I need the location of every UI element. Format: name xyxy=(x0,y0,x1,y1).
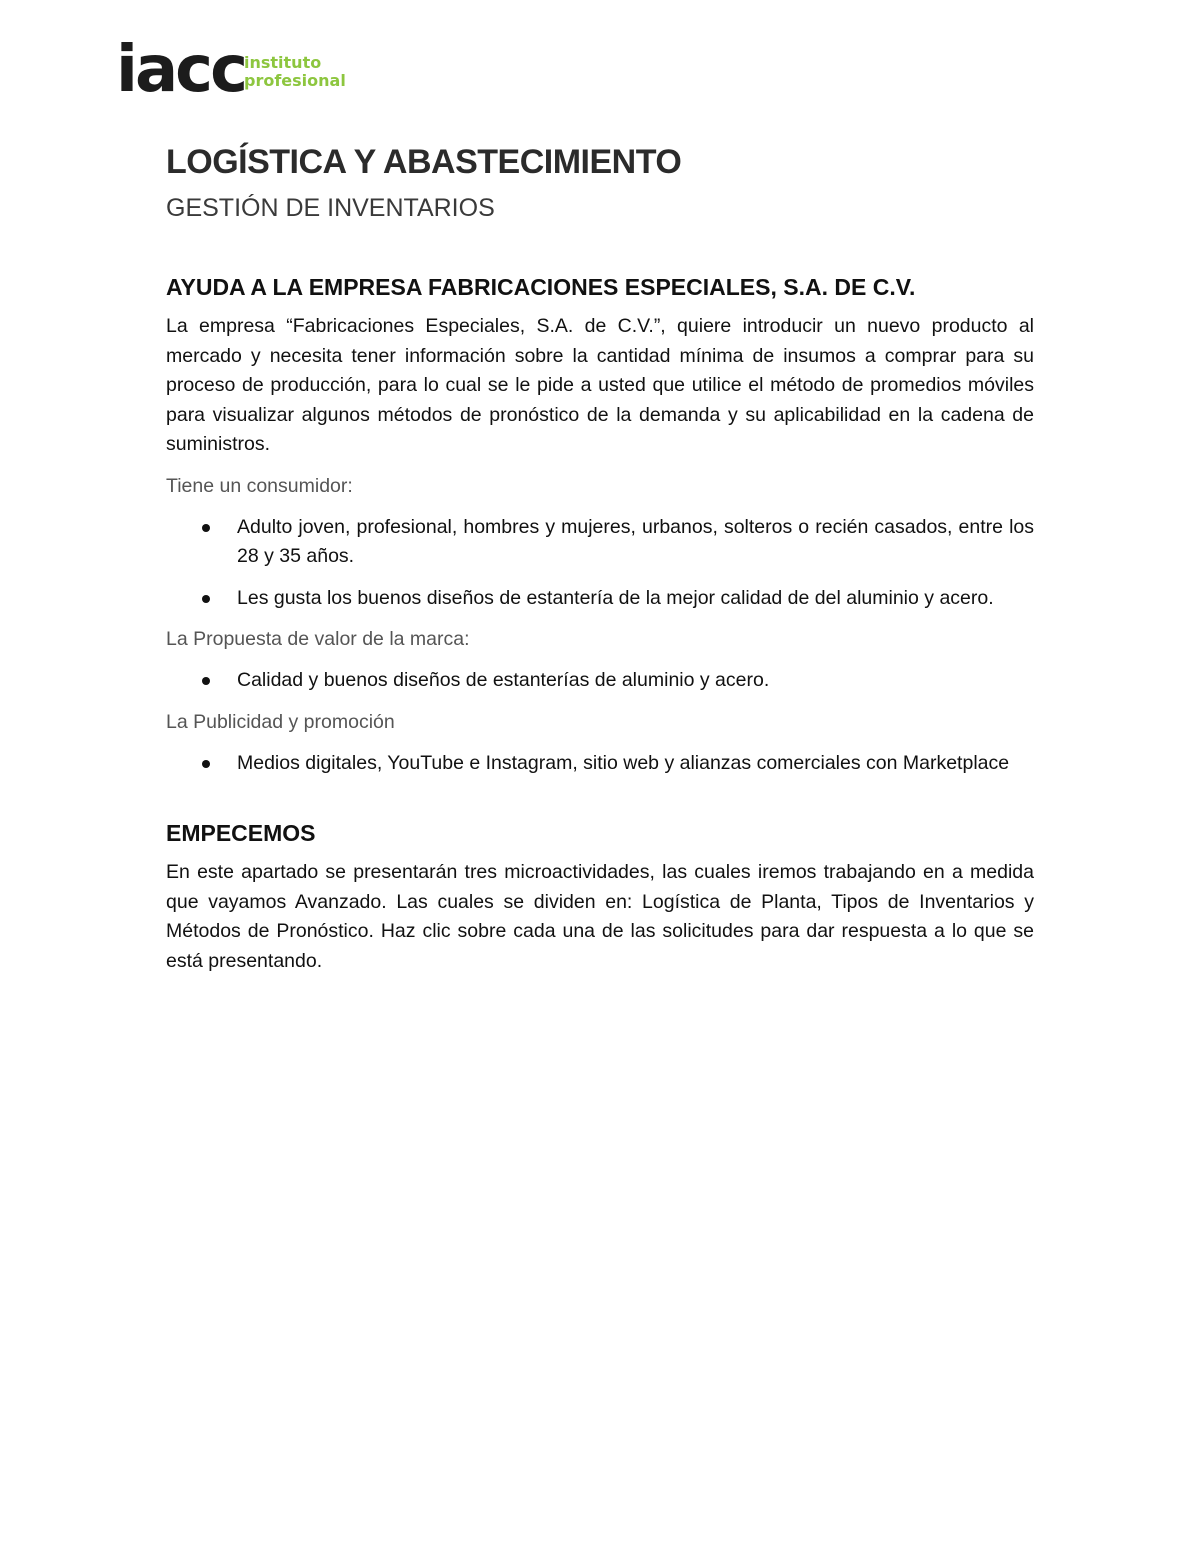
list-item xyxy=(166,584,1034,614)
section-heading-ayuda: AYUDA A LA EMPRESA FABRICACIONES ESPECIALES, S.A. DE C.V. xyxy=(166,274,916,300)
bullet-icon xyxy=(202,524,210,532)
bullet-icon xyxy=(202,595,210,603)
list-item xyxy=(166,666,1034,696)
list-item-text: Les gusta los buenos diseños de estantería de la mejor calidad de del aluminio y acero. xyxy=(237,586,994,609)
value-proposition-list xyxy=(166,666,1034,696)
logo-tagline-line2: profesional xyxy=(244,71,346,90)
bullet-icon xyxy=(202,760,210,768)
intro-paragraph: La empresa “Fabricaciones Especiales, S.A. de C.V.”, quiere introducir un nuevo producto al mercado y necesita tener información sobre la cantidad mínima de insumos a comprar para su proceso de producción, para lo cual se le pide a usted que utilice el método de promedios móviles para visualizar algunos métodos de pronóstico de la demanda y su aplicabilidad en la cadena de suministros. xyxy=(166,315,1034,455)
document-subtitle: GESTIÓN DE INVENTARIOS xyxy=(166,194,495,222)
logo-wordmark: iacc xyxy=(116,33,245,107)
advertising-list xyxy=(166,749,1034,779)
logo-tagline xyxy=(244,54,346,90)
consumer-label: Tiene un consumidor: xyxy=(166,474,353,497)
list-item-text: Calidad y buenos diseños de estanterías de aluminio y acero. xyxy=(237,669,770,691)
logo-tagline-line1: instituto xyxy=(244,53,322,72)
iacc-logo xyxy=(116,33,366,107)
value-proposition-label: La Propuesta de valor de la marca: xyxy=(166,628,470,650)
list-item-text: Medios digitales, YouTube e Instagram, sitio web y alianzas comerciales con Marketplace xyxy=(237,751,1010,774)
list-item-text: Adulto joven, profesional, hombres y mujeres, urbanos, solteros o recién casados, entre los 28 y 35 años. xyxy=(237,515,1034,567)
document-body xyxy=(166,140,1034,976)
empecemos-paragraph: En este apartado se presentarán tres microactividades, las cuales iremos trabajando en a medida que vayamos Avanzado. Las cuales se dividen en: Logística de Planta, Tipos de Inventarios y Métodos de Pronóstico. Haz clic sobre cada una de las solicitudes para dar respuesta a lo que se está presentando. xyxy=(166,861,1034,972)
list-item xyxy=(166,749,1034,779)
consumer-list xyxy=(166,513,1034,614)
document-title: LOGÍSTICA Y ABASTECIMIENTO xyxy=(166,143,682,181)
bullet-icon xyxy=(202,677,210,685)
advertising-label: La Publicidad y promoción xyxy=(166,710,395,733)
section-heading-empecemos: EMPECEMOS xyxy=(166,820,316,846)
list-item xyxy=(166,513,1034,572)
